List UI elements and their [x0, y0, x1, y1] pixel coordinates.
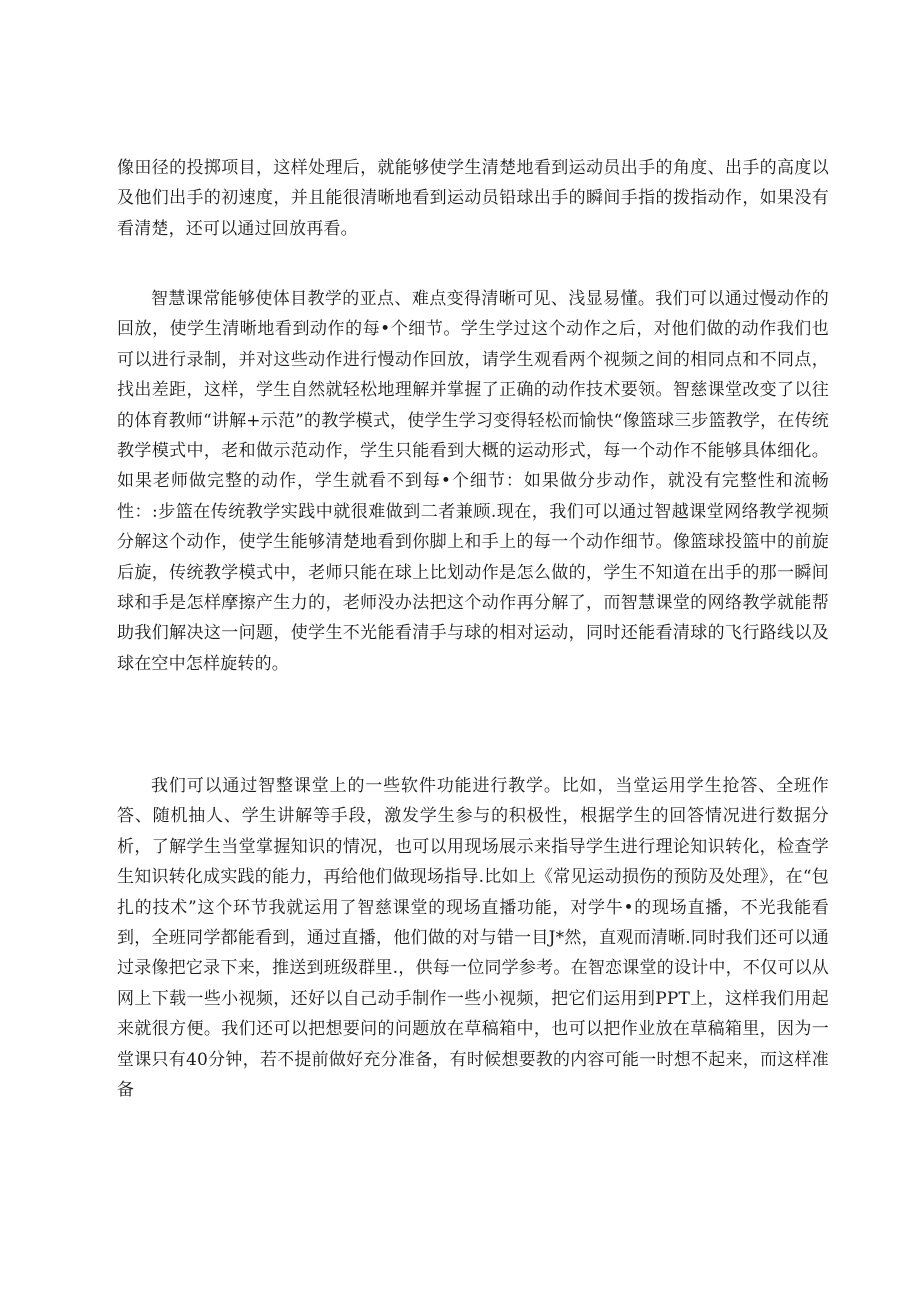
paragraph-continuation: 像田径的投掷项目，这样处理后，就能够使学生清楚地看到运动员出手的角度、出手的高度以及他们出手的初速度，并且能很清晰地看到运动员铅球出手的瞬间手指的拨指动作，如果没有看清楚，还可以通过回放再看。: [117, 158, 829, 239]
paragraph-smart-classroom: 智慧课常能够使体目教学的亚点、难点变得清晰可见、浅显易懂。我们可以通过慢动作的回放，使学生清晰地看到动作的每•个细节。学生学过这个动作之后，对他们做的动作我们也可以进行录制，并对这些动作进行慢动作回放，请学生观看两个视频之间的相同点和不同点，找出差距，这样，学生自然就轻松地理解并掌握了正确的动作技术要领。智慈课堂改变了以往的体育教师“讲解+示范”的教学模式，使学生学习变得轻松而愉快“像篮球三步篮教学，在传统教学模式中，老和做示范动作，学生只能看到大概的运动形式，每一个动作不能够具体细化。如果老师做完整的动作，学生就看不到每•个细节：如果做分步动作，就没有完整性和流畅性：:步篮在传统教学实践中就很难做到二者兼顾.现在，我们可以通过智越课堂网络教学视频分解这个动作，使学生能够清楚地看到你脚上和手上的每一个动作细节。像篮球投篮中的前旋后旋，传统教学模式中，老师只能在球上比划动作是怎么做的，学生不知道在出手的那一瞬间球和手是怎样摩擦产生力的，老师没办法把这个动作再分解了，而智慧课堂的网络教学就能帮助我们解决这一问题，使学生不光能看清手与球的相对运动，同时还能看清球的飞行路线以及球在空中怎样旋转的。: [117, 289, 829, 674]
paragraph-software-functions: 我们可以通过智整课堂上的一些软件功能进行教学。比如，当堂运用学生抢答、全班作答、随机抽人、学生讲解等手段，激发学生参与的积极性，根据学生的回答情况进行数据分析，了解学生当堂掌握知识的情况，也可以用现场展示来指导学生进行理论知识转化，检查学生知识转化成实践的能力，再给他们做现场指导.比如上《常见运动损伤的预防及处理》，在“包扎的技术”这个环节我就运用了智慈课堂的现场直播功能，对学牛•的现场直播，不光我能看到，全班同学都能看到，通过直播，他们做的对与错一目J*然，直观而清晰.同时我们还可以通过录像把它录下来，推送到班级群里.，供每一位同学参考。在智恋课堂的设计中，不仅可以从网上下载一些小视频，还好以自己动手制作一些小视频，把它们运用到PPT上，这样我们用起来就很方便。我们还可以把想要问的问题放在草稿箱中，也可以把作业放在草稿箱里，因为一堂课只有40分钟，若不提前做好充分准备，有时候想要教的内容可能一时想不起来，而这样准备: [117, 776, 829, 1101]
